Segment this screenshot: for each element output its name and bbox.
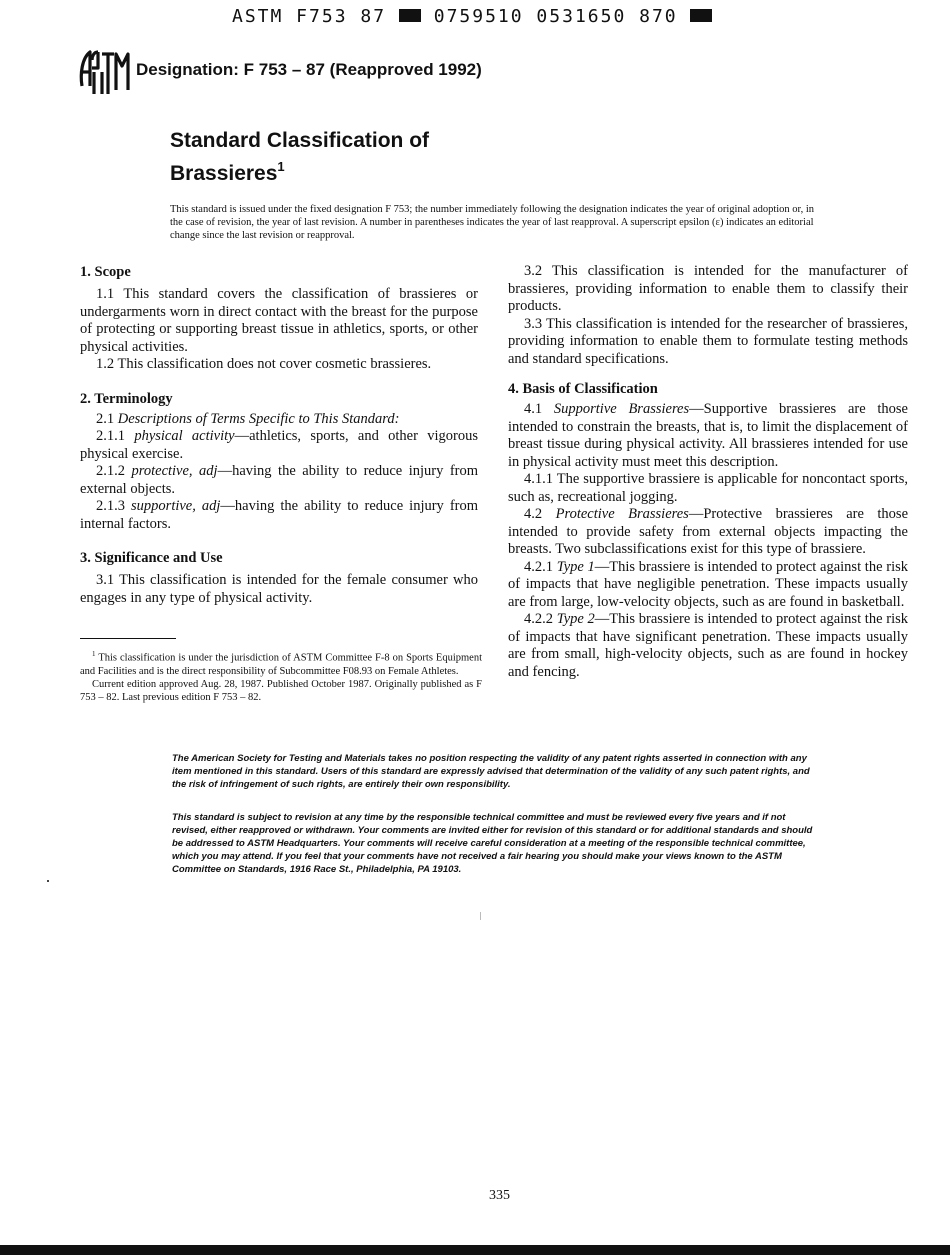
designation-line: Designation: F 753 – 87 (Reapproved 1992) bbox=[136, 60, 482, 79]
redaction-block bbox=[399, 9, 421, 22]
issue-notice: This standard is issued under the fixed designation F 753; the number immediately following the designation indicates the year of original adoption or, in the case of revision, the year of last revision. A number in parentheses indicates the year of last reapproval. A superscript epsilon (ε) indicates an editorial change since the last revision or reapproval. bbox=[170, 204, 815, 241]
scan-speck bbox=[47, 880, 49, 882]
paragraph-2-1-2: 2.1.2 protective, adj—having the ability to reduce injury from external objects. bbox=[80, 463, 479, 497]
redaction-block bbox=[690, 9, 712, 22]
section-heading-terminology: 2. Terminology bbox=[80, 390, 173, 407]
paragraph-4-2: 4.2 Protective Brassieres—Protective brassieres are those intended to provide safety from external objects impacting the breasts. Two subclassifications exist for this type of brassiere. bbox=[508, 506, 909, 557]
footnote-1: $^1$ This classification is under the jurisdiction of ASTM Committee F-8 on Sports Equipment and Facilities and is the direct responsibility of Subcommittee F08.93 on Female Athletes. bbox=[80, 650, 483, 677]
document-code-prefix: ASTM F753 87 bbox=[232, 6, 387, 27]
paragraph-2-1-3: 2.1.3 supportive, adj—having the ability to reduce injury from internal factors. bbox=[80, 498, 479, 532]
paragraph-2-1: 2.1 Descriptions of Terms Specific to This Standard: bbox=[96, 410, 400, 427]
page-number: 335 bbox=[489, 1188, 510, 1203]
patent-disclaimer: The American Society for Testing and Materials takes no position respecting the validity of any patent rights asserted in connection with any item mentioned in this standard. Users of this standard are expressly advised that determination of the validity of any such patent rights, and the risk of infringement of such rights, are entirely their own responsibility. bbox=[172, 753, 810, 790]
right-column bbox=[508, 263, 908, 681]
paragraph-2-1-1: 2.1.1 physical activity—athletics, sports, and other vigorous physical exercise. bbox=[80, 428, 479, 462]
paragraph-4-2-2: 4.2.2 Type 2—This brassiere is intended to protect against the risk of impacts that have significant penetration. These impacts usually are from small, high-velocity objects, such as are found in hockey and fencing. bbox=[508, 611, 908, 680]
scan-bottom-border bbox=[0, 1245, 950, 1255]
footnote-divider bbox=[80, 638, 176, 639]
section-heading-significance: 3. Significance and Use bbox=[80, 550, 223, 566]
paragraph-3-1: 3.1 This classification is intended for the female consumer who engages in any type of physical activity. bbox=[80, 572, 478, 606]
document-code-suffix: 0759510 0531650 870 bbox=[433, 6, 678, 27]
paragraph-4-1-1: 4.1.1 The supportive brassiere is applicable for noncontact sports, such as, recreational jogging. bbox=[508, 471, 908, 505]
title-line-1: Standard Classification of bbox=[170, 129, 430, 152]
footnote-2: Current edition approved Aug. 28, 1987. Published October 1987. Originally published as F 753 – 82. Last previous edition F 753 – 82. bbox=[80, 678, 482, 703]
section-heading-scope: 1. Scope bbox=[80, 264, 131, 280]
paragraph-1-1: 1.1 This standard covers the classification of brassieres or undergarments worn in direct contact with the breast for the purpose of protecting or supporting breast tissue in athletics, sports, or other physical activities. bbox=[80, 286, 478, 355]
astm-logo-icon bbox=[78, 48, 130, 96]
revision-disclaimer: This standard is subject to revision at any time by the responsible technical committee and must be reviewed every five years and if not revised, either reapproved or withdrawn. Your comments are invited either for revision of this standard or for additional standards and should be addressed to ASTM Headquarters. Your comments will receive careful consideration at a meeting of the responsible technical committee, which you may attend. If you feel that your comments have not received a fair hearing you should make your views known to the ASTM Committee on Standards, 1916 Race St., Philadelphia, PA 19103. bbox=[172, 812, 813, 875]
paragraph-3-3: 3.3 This classification is intended for the researcher of brassieres, providing information to enable them to formulate testing methods and standard specifications. bbox=[508, 315, 908, 367]
section-heading-basis: 4. Basis of Classification bbox=[508, 381, 658, 397]
document-code-header bbox=[232, 6, 712, 27]
title-footnote-mark: 1 bbox=[277, 159, 285, 174]
left-column bbox=[80, 263, 478, 607]
title-line-2 bbox=[170, 154, 429, 187]
paragraph-3-2: 3.2 This classification is intended for the manufacturer of brassieres, providing information to enable them to classify their products. bbox=[508, 263, 908, 314]
paragraph-1-2: 1.2 This classification does not cover cosmetic brassieres. bbox=[96, 356, 432, 372]
footnotes bbox=[80, 648, 482, 704]
title-text: Brassieres bbox=[170, 162, 278, 185]
page-title bbox=[170, 128, 429, 187]
scan-speck bbox=[480, 912, 481, 920]
paragraph-4-2-1: 4.2.1 Type 1—This brassiere is intended to protect against the risk of impacts that have negligible penetration. These impacts usually are from large, low-velocity objects, such as are found in basketball. bbox=[508, 558, 908, 610]
paragraph-4-1: 4.1 Supportive Brassieres—Supportive brassieres are those intended to constrain the breasts, that is, to limit the displacement of breast tissue during physical activity. All brassieres intended for use in physical activity must meet this description. bbox=[508, 401, 908, 470]
